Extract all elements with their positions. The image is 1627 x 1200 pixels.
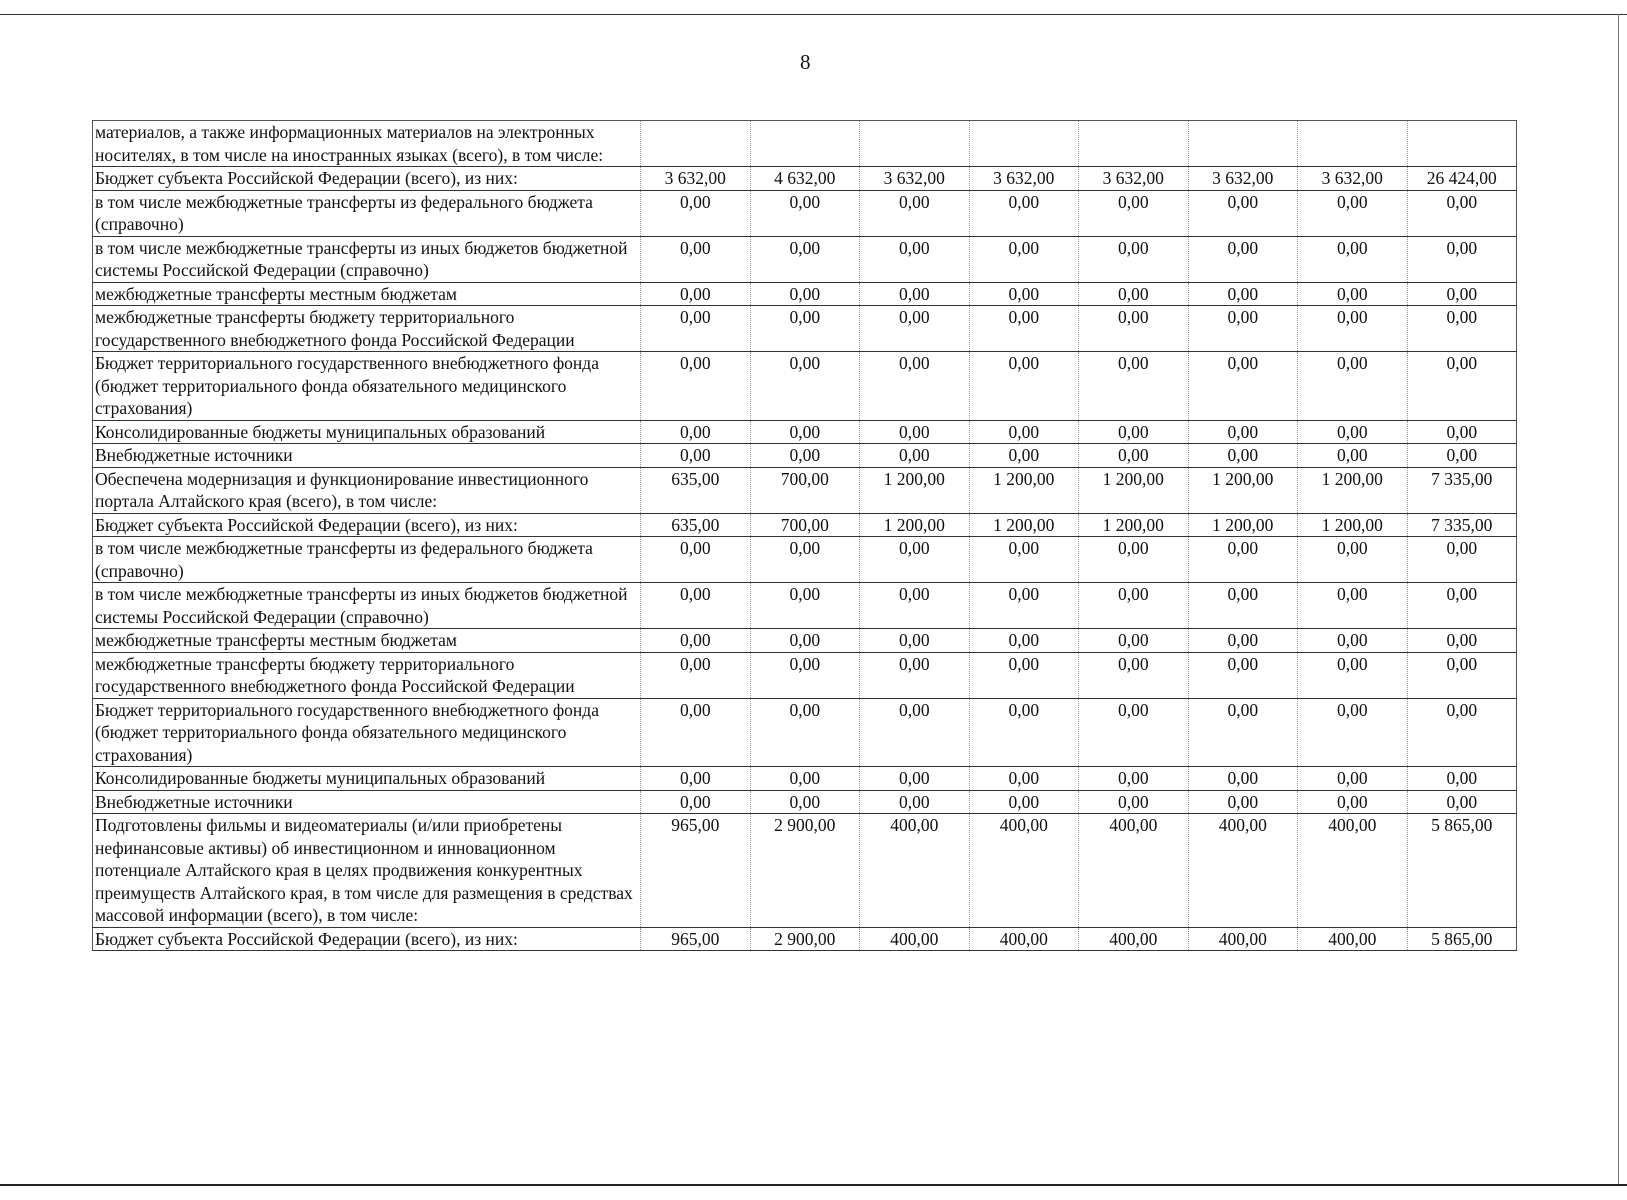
value-cell: 0,00 xyxy=(1407,583,1517,629)
row-label: в том числе межбюджетные трансферты из федерального бюджета (справочно) xyxy=(93,190,641,236)
value-cell: 0,00 xyxy=(641,236,751,282)
value-cell: 5 865,00 xyxy=(1407,814,1517,928)
value-cell: 0,00 xyxy=(750,629,860,653)
value-cell: 400,00 xyxy=(1188,814,1298,928)
value-cell: 0,00 xyxy=(969,537,1079,583)
value-cell: 0,00 xyxy=(969,629,1079,653)
value-cell: 0,00 xyxy=(1407,767,1517,791)
value-cell: 0,00 xyxy=(641,306,751,352)
value-cell xyxy=(641,121,751,167)
table-row xyxy=(93,467,1517,513)
value-cell xyxy=(750,121,860,167)
value-cell: 0,00 xyxy=(969,698,1079,767)
row-label: межбюджетные трансферты бюджету территориального государственного внебюджетного фонда Российской Федерации xyxy=(93,652,641,698)
value-cell: 1 200,00 xyxy=(1188,467,1298,513)
value-cell: 0,00 xyxy=(1188,352,1298,421)
value-cell: 0,00 xyxy=(1079,790,1189,814)
value-cell: 0,00 xyxy=(1407,190,1517,236)
top-border-line xyxy=(0,14,1627,15)
value-cell: 0,00 xyxy=(1298,583,1408,629)
table-row xyxy=(93,236,1517,282)
value-cell: 0,00 xyxy=(969,652,1079,698)
value-cell: 0,00 xyxy=(750,282,860,306)
table-row xyxy=(93,513,1517,537)
table-row xyxy=(93,306,1517,352)
value-cell: 0,00 xyxy=(1298,790,1408,814)
value-cell: 0,00 xyxy=(750,306,860,352)
budget-table xyxy=(92,120,1517,951)
table-row xyxy=(93,121,1517,167)
value-cell: 0,00 xyxy=(860,767,970,791)
row-label: межбюджетные трансферты бюджету территориального государственного внебюджетного фонда Российской Федерации xyxy=(93,306,641,352)
table-row xyxy=(93,167,1517,191)
budget-table-body xyxy=(93,121,1517,951)
value-cell: 0,00 xyxy=(641,767,751,791)
value-cell: 0,00 xyxy=(1188,629,1298,653)
table-row xyxy=(93,927,1517,951)
table-row xyxy=(93,282,1517,306)
value-cell: 0,00 xyxy=(1407,537,1517,583)
row-label: Бюджет субъекта Российской Федерации (всего), из них: xyxy=(93,513,641,537)
value-cell: 0,00 xyxy=(969,306,1079,352)
value-cell: 0,00 xyxy=(1079,629,1189,653)
value-cell: 0,00 xyxy=(750,236,860,282)
table-row xyxy=(93,190,1517,236)
value-cell: 0,00 xyxy=(750,420,860,444)
value-cell: 0,00 xyxy=(860,282,970,306)
value-cell: 1 200,00 xyxy=(969,513,1079,537)
value-cell: 0,00 xyxy=(860,629,970,653)
table-row xyxy=(93,698,1517,767)
value-cell: 0,00 xyxy=(860,652,970,698)
value-cell: 400,00 xyxy=(969,814,1079,928)
value-cell: 700,00 xyxy=(750,513,860,537)
value-cell: 0,00 xyxy=(1298,767,1408,791)
value-cell: 0,00 xyxy=(1407,236,1517,282)
value-cell: 0,00 xyxy=(860,420,970,444)
value-cell: 0,00 xyxy=(641,698,751,767)
value-cell: 635,00 xyxy=(641,467,751,513)
value-cell: 3 632,00 xyxy=(1079,167,1189,191)
value-cell: 3 632,00 xyxy=(969,167,1079,191)
value-cell: 0,00 xyxy=(750,652,860,698)
value-cell: 400,00 xyxy=(1298,927,1408,951)
value-cell: 0,00 xyxy=(750,537,860,583)
value-cell: 400,00 xyxy=(1188,927,1298,951)
row-label: межбюджетные трансферты местным бюджетам xyxy=(93,282,641,306)
value-cell: 0,00 xyxy=(1079,236,1189,282)
row-label: материалов, а также информационных материалов на электронных носителях, в том числе на иностранных языках (всего), в том числе: xyxy=(93,121,641,167)
table-row xyxy=(93,790,1517,814)
table-row xyxy=(93,629,1517,653)
value-cell: 0,00 xyxy=(1298,652,1408,698)
value-cell: 0,00 xyxy=(750,698,860,767)
value-cell: 3 632,00 xyxy=(1188,167,1298,191)
value-cell: 3 632,00 xyxy=(860,167,970,191)
bottom-border-line xyxy=(0,1184,1627,1186)
table-row xyxy=(93,420,1517,444)
value-cell: 0,00 xyxy=(1079,306,1189,352)
value-cell: 0,00 xyxy=(1188,537,1298,583)
row-label: в том числе межбюджетные трансферты из федерального бюджета (справочно) xyxy=(93,537,641,583)
value-cell: 5 865,00 xyxy=(1407,927,1517,951)
value-cell: 0,00 xyxy=(1188,190,1298,236)
value-cell: 0,00 xyxy=(1079,282,1189,306)
value-cell: 0,00 xyxy=(1188,306,1298,352)
value-cell: 0,00 xyxy=(1188,790,1298,814)
value-cell: 0,00 xyxy=(1188,444,1298,468)
value-cell: 0,00 xyxy=(1298,282,1408,306)
value-cell: 0,00 xyxy=(1298,537,1408,583)
value-cell: 0,00 xyxy=(1188,420,1298,444)
value-cell: 0,00 xyxy=(641,652,751,698)
value-cell: 0,00 xyxy=(1079,652,1189,698)
value-cell: 0,00 xyxy=(1188,583,1298,629)
value-cell: 0,00 xyxy=(1407,698,1517,767)
value-cell: 0,00 xyxy=(641,420,751,444)
right-border-line xyxy=(1618,14,1619,1186)
value-cell: 26 424,00 xyxy=(1407,167,1517,191)
table-row xyxy=(93,444,1517,468)
row-label: Бюджет территориального государственного внебюджетного фонда (бюджет территориального фонда обязательного медицинского страхования) xyxy=(93,352,641,421)
value-cell: 400,00 xyxy=(1079,814,1189,928)
value-cell: 7 335,00 xyxy=(1407,513,1517,537)
value-cell: 1 200,00 xyxy=(1079,513,1189,537)
value-cell: 0,00 xyxy=(1298,629,1408,653)
value-cell: 400,00 xyxy=(1079,927,1189,951)
value-cell: 0,00 xyxy=(641,629,751,653)
value-cell: 0,00 xyxy=(1079,352,1189,421)
value-cell: 0,00 xyxy=(860,790,970,814)
value-cell: 0,00 xyxy=(1298,420,1408,444)
value-cell: 0,00 xyxy=(1188,282,1298,306)
value-cell: 0,00 xyxy=(860,698,970,767)
value-cell: 0,00 xyxy=(1079,698,1189,767)
table-row xyxy=(93,767,1517,791)
value-cell: 0,00 xyxy=(641,444,751,468)
value-cell: 0,00 xyxy=(1407,282,1517,306)
row-label: Бюджет субъекта Российской Федерации (всего), из них: xyxy=(93,927,641,951)
value-cell: 0,00 xyxy=(1188,652,1298,698)
value-cell: 0,00 xyxy=(860,537,970,583)
value-cell: 1 200,00 xyxy=(860,513,970,537)
row-label: Бюджет территориального государственного внебюджетного фонда (бюджет территориального фонда обязательного медицинского страхования) xyxy=(93,698,641,767)
value-cell: 0,00 xyxy=(1188,698,1298,767)
row-label: межбюджетные трансферты местным бюджетам xyxy=(93,629,641,653)
value-cell: 0,00 xyxy=(1298,698,1408,767)
value-cell: 0,00 xyxy=(860,306,970,352)
value-cell: 0,00 xyxy=(860,444,970,468)
row-label: в том числе межбюджетные трансферты из иных бюджетов бюджетной системы Российской Федерации (справочно) xyxy=(93,583,641,629)
value-cell: 1 200,00 xyxy=(969,467,1079,513)
value-cell: 965,00 xyxy=(641,927,751,951)
value-cell: 0,00 xyxy=(750,190,860,236)
value-cell: 2 900,00 xyxy=(750,927,860,951)
value-cell: 0,00 xyxy=(1407,306,1517,352)
value-cell: 0,00 xyxy=(1407,652,1517,698)
value-cell xyxy=(1407,121,1517,167)
value-cell: 400,00 xyxy=(860,927,970,951)
value-cell: 0,00 xyxy=(1407,444,1517,468)
value-cell: 0,00 xyxy=(860,352,970,421)
value-cell xyxy=(1298,121,1408,167)
value-cell: 0,00 xyxy=(1079,537,1189,583)
value-cell: 0,00 xyxy=(750,583,860,629)
value-cell: 400,00 xyxy=(860,814,970,928)
value-cell: 700,00 xyxy=(750,467,860,513)
value-cell: 0,00 xyxy=(1407,420,1517,444)
value-cell: 0,00 xyxy=(1079,190,1189,236)
value-cell: 0,00 xyxy=(969,444,1079,468)
value-cell: 3 632,00 xyxy=(1298,167,1408,191)
table-row xyxy=(93,583,1517,629)
value-cell: 0,00 xyxy=(750,444,860,468)
value-cell: 0,00 xyxy=(969,352,1079,421)
value-cell: 0,00 xyxy=(1298,352,1408,421)
value-cell: 0,00 xyxy=(1298,444,1408,468)
value-cell: 0,00 xyxy=(969,790,1079,814)
value-cell: 0,00 xyxy=(1188,767,1298,791)
value-cell xyxy=(860,121,970,167)
value-cell: 0,00 xyxy=(1079,767,1189,791)
value-cell: 0,00 xyxy=(1298,236,1408,282)
row-label: Внебюджетные источники xyxy=(93,444,641,468)
row-label: Консолидированные бюджеты муниципальных образований xyxy=(93,420,641,444)
row-label: Внебюджетные источники xyxy=(93,790,641,814)
value-cell: 0,00 xyxy=(1407,352,1517,421)
value-cell: 0,00 xyxy=(969,583,1079,629)
value-cell: 0,00 xyxy=(860,236,970,282)
table-row xyxy=(93,352,1517,421)
value-cell xyxy=(1188,121,1298,167)
value-cell: 0,00 xyxy=(969,236,1079,282)
value-cell: 0,00 xyxy=(641,282,751,306)
value-cell: 7 335,00 xyxy=(1407,467,1517,513)
value-cell: 400,00 xyxy=(969,927,1079,951)
value-cell: 0,00 xyxy=(641,190,751,236)
table-row xyxy=(93,652,1517,698)
value-cell: 0,00 xyxy=(1407,790,1517,814)
value-cell: 4 632,00 xyxy=(750,167,860,191)
value-cell: 0,00 xyxy=(750,352,860,421)
value-cell: 0,00 xyxy=(969,420,1079,444)
row-label: Подготовлены фильмы и видеоматериалы (и/или приобретены нефинансовые активы) об инвестиционном и инновационном потенциале Алтайского края в целях продвижения конкурентных преимуществ Алтайского края, в том числе для размещения в средствах массовой информации (всего), в том числе: xyxy=(93,814,641,928)
value-cell: 0,00 xyxy=(860,190,970,236)
value-cell: 0,00 xyxy=(641,790,751,814)
value-cell: 0,00 xyxy=(750,767,860,791)
value-cell: 0,00 xyxy=(1298,306,1408,352)
value-cell: 0,00 xyxy=(969,282,1079,306)
value-cell xyxy=(969,121,1079,167)
value-cell: 0,00 xyxy=(1298,190,1408,236)
value-cell: 0,00 xyxy=(860,583,970,629)
table-row xyxy=(93,814,1517,928)
value-cell: 0,00 xyxy=(750,790,860,814)
value-cell: 0,00 xyxy=(969,190,1079,236)
value-cell: 0,00 xyxy=(641,583,751,629)
value-cell: 1 200,00 xyxy=(1298,513,1408,537)
value-cell: 1 200,00 xyxy=(1298,467,1408,513)
value-cell: 2 900,00 xyxy=(750,814,860,928)
value-cell: 1 200,00 xyxy=(860,467,970,513)
row-label: Бюджет субъекта Российской Федерации (всего), из них: xyxy=(93,167,641,191)
row-label: в том числе межбюджетные трансферты из иных бюджетов бюджетной системы Российской Федерации (справочно) xyxy=(93,236,641,282)
value-cell: 0,00 xyxy=(1079,583,1189,629)
value-cell: 635,00 xyxy=(641,513,751,537)
value-cell: 965,00 xyxy=(641,814,751,928)
value-cell xyxy=(1079,121,1189,167)
row-label: Обеспечена модернизация и функционирование инвестиционного портала Алтайского края (всего), в том числе: xyxy=(93,467,641,513)
value-cell: 0,00 xyxy=(641,537,751,583)
value-cell: 3 632,00 xyxy=(641,167,751,191)
value-cell: 1 200,00 xyxy=(1079,467,1189,513)
value-cell: 1 200,00 xyxy=(1188,513,1298,537)
value-cell: 0,00 xyxy=(1407,629,1517,653)
value-cell: 0,00 xyxy=(1079,444,1189,468)
value-cell: 400,00 xyxy=(1298,814,1408,928)
table-row xyxy=(93,537,1517,583)
page-number: 8 xyxy=(800,50,811,74)
value-cell: 0,00 xyxy=(969,767,1079,791)
value-cell: 0,00 xyxy=(1188,236,1298,282)
value-cell: 0,00 xyxy=(1079,420,1189,444)
row-label: Консолидированные бюджеты муниципальных образований xyxy=(93,767,641,791)
value-cell: 0,00 xyxy=(641,352,751,421)
